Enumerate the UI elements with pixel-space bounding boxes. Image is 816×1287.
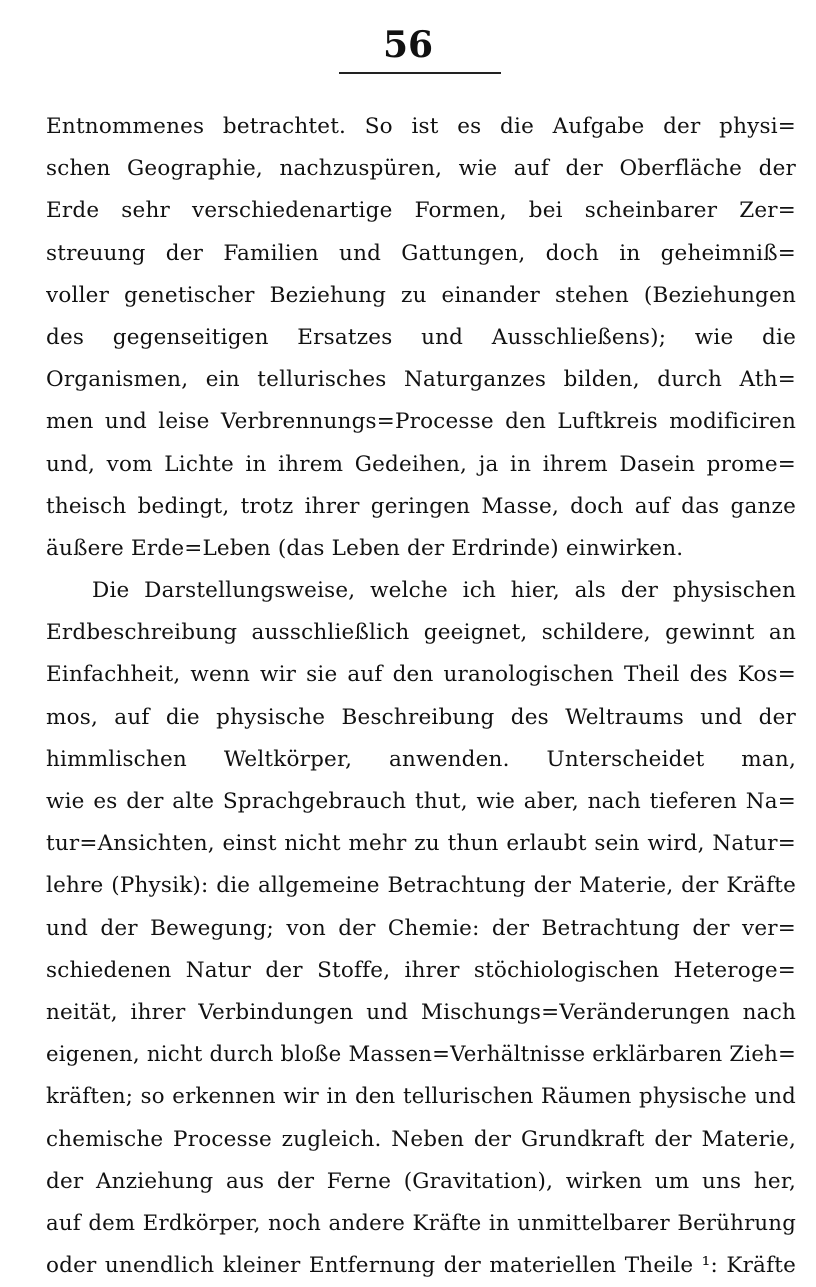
- text-line: des gegenseitigen Ersatzes und Ausschließens); wie die: [46, 324, 796, 350]
- page-number: 56: [382, 24, 434, 66]
- paragraph-end-line: äußere Erde=Leben (das Leben der Erdrinde) einwirken.: [46, 535, 684, 561]
- text-line: Entnommenes betrachtet. So ist es die Aufgabe der physi=: [46, 114, 796, 139]
- text-line: auf dem Erdkörper, noch andere Kräfte in unmittelbarer Berührung: [46, 1210, 796, 1236]
- text-line: streuung der Familien und Gattungen, doch in geheimniß=: [46, 240, 796, 266]
- text-line: kräften; so erkennen wir in den tellurischen Räumen physische und: [46, 1084, 796, 1110]
- body-text: [46, 106, 796, 1287]
- text-line: voller genetischer Beziehung zu einander stehen (Beziehungen: [46, 282, 796, 308]
- text-line: schen Geographie, nachzuspüren, wie auf der Oberfläche der: [46, 156, 796, 182]
- text-line: chemische Processe zugleich. Neben der Grundkraft der Materie,: [46, 1126, 796, 1152]
- text-line: wie es der alte Sprachgebrauch thut, wie aber, nach tieferen Na=: [46, 789, 796, 814]
- text-line: und der Bewegung; von der Chemie: der Betrachtung der ver=: [46, 915, 796, 941]
- text-line: theisch bedingt, trotz ihrer geringen Masse, doch auf das ganze: [46, 493, 796, 519]
- text-line: Organismen, ein tellurisches Naturganzes bilden, durch Ath=: [46, 367, 796, 393]
- text-line: neität, ihrer Verbindungen und Mischungs=Veränderungen nach: [46, 999, 796, 1025]
- text-line: Erde sehr verschiedenartige Formen, bei scheinbarer Zer=: [46, 198, 796, 224]
- text-line: der Anziehung aus der Ferne (Gravitation), wirken um uns her,: [46, 1168, 796, 1194]
- text-line: men und leise Verbrennungs=Processe den Luftkreis modificiren: [46, 409, 796, 435]
- text-line: und, vom Lichte in ihrem Gedeihen, ja in ihrem Dasein prome=: [46, 451, 796, 477]
- header-rule: [339, 72, 501, 74]
- text-line: Einfachheit, wenn wir sie auf den uranologischen Theil des Kos=: [46, 662, 796, 688]
- text-line: eigenen, nicht durch bloße Massen=Verhältnisse erklärbaren Zieh=: [46, 1042, 796, 1068]
- text-line: tur=Ansichten, einst nicht mehr zu thun erlaubt sein wird, Natur=: [46, 831, 796, 857]
- text-line: lehre (Physik): die allgemeine Betrachtung der Materie, der Kräfte: [46, 873, 796, 899]
- text-line: schiedenen Natur der Stoffe, ihrer stöchiologischen Heteroge=: [46, 957, 796, 983]
- paragraph-start-line: Die Darstellungsweise, welche ich hier, als der physischen: [92, 578, 796, 604]
- text-line: oder unendlich kleiner Entfernung der materiellen Theile ¹: Kräfte: [46, 1253, 796, 1279]
- text-line: himmlischen Weltkörper, anwenden. Unterscheidet man,: [46, 746, 796, 772]
- text-line: Erdbeschreibung ausschließlich geeignet, schildere, gewinnt an: [46, 620, 796, 646]
- text-line: mos, auf die physische Beschreibung des Weltraums und der: [46, 704, 796, 730]
